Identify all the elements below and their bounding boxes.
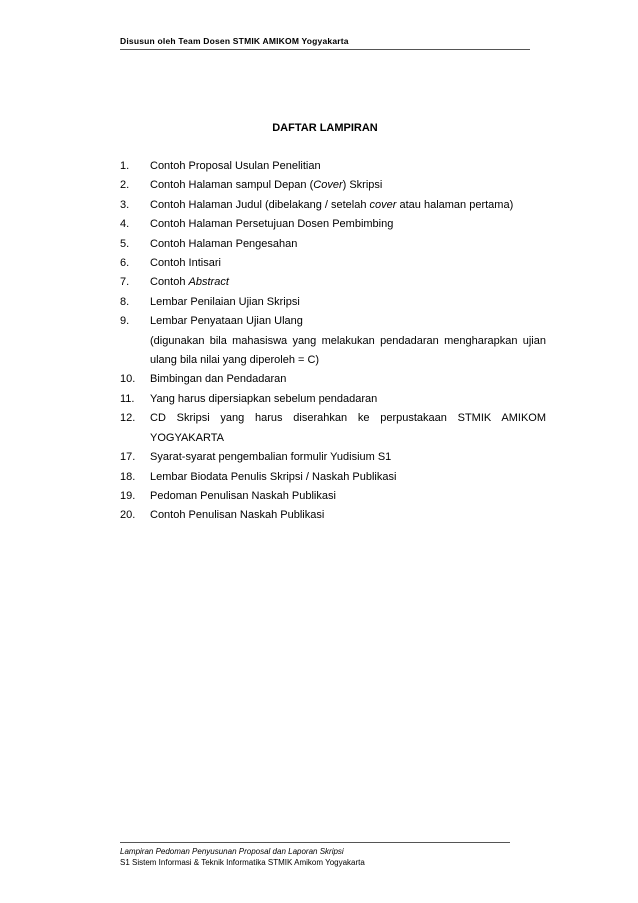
item-text: Syarat-syarat pengembalian formulir Yudisium S1 (150, 451, 392, 464)
item-number: 11. (120, 392, 135, 405)
item-text: Lembar Penilaian Ujian Skripsi (150, 295, 300, 308)
item-number: 12. (120, 412, 136, 425)
item-text (150, 409, 546, 448)
item-number: 8. (120, 295, 130, 308)
list-item (120, 254, 546, 273)
running-footer (120, 842, 510, 868)
item-text: Contoh Halaman Pengesahan (150, 237, 298, 250)
item-line-2: YOGYAKARTA (150, 431, 224, 444)
item-number: 18. (120, 470, 136, 483)
item-text: Bimbingan dan Pendadaran (150, 373, 287, 386)
item-text: Pedoman Penulisan Naskah Publikasi (150, 489, 336, 502)
list-item (120, 215, 546, 234)
list-item (120, 370, 546, 389)
list-item (120, 235, 546, 254)
item-text: Contoh Penulisan Naskah Publikasi (150, 509, 325, 522)
item-number: 19. (120, 489, 136, 502)
list-item (120, 273, 546, 292)
item-number: 17. (120, 451, 136, 464)
note-line-2: ulang bila nilai yang diperoleh = C) (150, 354, 320, 367)
list-item-note (120, 332, 546, 371)
item-text: Yang harus dipersiapkan sebelum pendadaran (150, 392, 378, 405)
item-number: 2. (120, 179, 130, 192)
item-text: Contoh Abstract (150, 276, 229, 289)
item-number: 1. (120, 160, 130, 172)
list-item (120, 293, 546, 312)
item-number: 9. (120, 315, 130, 328)
page-title: DAFTAR LAMPIRAN (272, 122, 378, 134)
list-item (120, 157, 546, 176)
list-item (120, 390, 546, 409)
footer-line-2: S1 Sistem Informasi & Teknik Informatika STMIK Amikom Yogyakarta (120, 857, 365, 867)
item-number: 4. (120, 218, 130, 231)
item-number: 3. (120, 198, 130, 211)
item-number (120, 332, 150, 371)
item-text: Contoh Halaman Judul (dibelakang / setelah cover atau halaman pertama) (150, 198, 514, 211)
list-item (120, 448, 546, 467)
item-number: 5. (120, 237, 130, 250)
item-text: Contoh Halaman sampul Depan (Cover) Skripsi (150, 179, 383, 192)
item-text: Lembar Biodata Penulis Skripsi / Naskah Publikasi (150, 470, 397, 483)
item-text (150, 332, 546, 371)
list-item (120, 487, 546, 506)
list-item (120, 506, 546, 525)
footer-line-1: Lampiran Pedoman Penyusunan Proposal dan Laporan Skripsi (120, 847, 344, 856)
item-number: 10. (120, 373, 136, 386)
item-text: Lembar Penyataan Ujian Ulang (150, 315, 303, 328)
item-number: 6. (120, 257, 130, 270)
appendix-list (120, 157, 546, 526)
item-text: Contoh Halaman Persetujuan Dosen Pembimbing (150, 218, 394, 231)
list-item (120, 409, 546, 448)
list-item (120, 176, 546, 195)
list-item (120, 468, 546, 487)
item-number: 7. (120, 276, 130, 289)
item-number: 20. (120, 509, 136, 522)
item-line-1: CD Skripsi yang harus diserahkan ke perpustakaan STMIK AMIKOM (150, 412, 546, 425)
item-text: Contoh Proposal Usulan Penelitian (150, 160, 321, 172)
running-header: Disusun oleh Team Dosen STMIK AMIKOM Yogyakarta (120, 36, 530, 50)
item-text: Contoh Intisari (150, 257, 221, 270)
list-item (120, 196, 546, 215)
note-line-1: (digunakan bila mahasiswa yang melakukan pendadaran mengharapkan ujian (150, 334, 546, 347)
list-item (120, 312, 546, 331)
